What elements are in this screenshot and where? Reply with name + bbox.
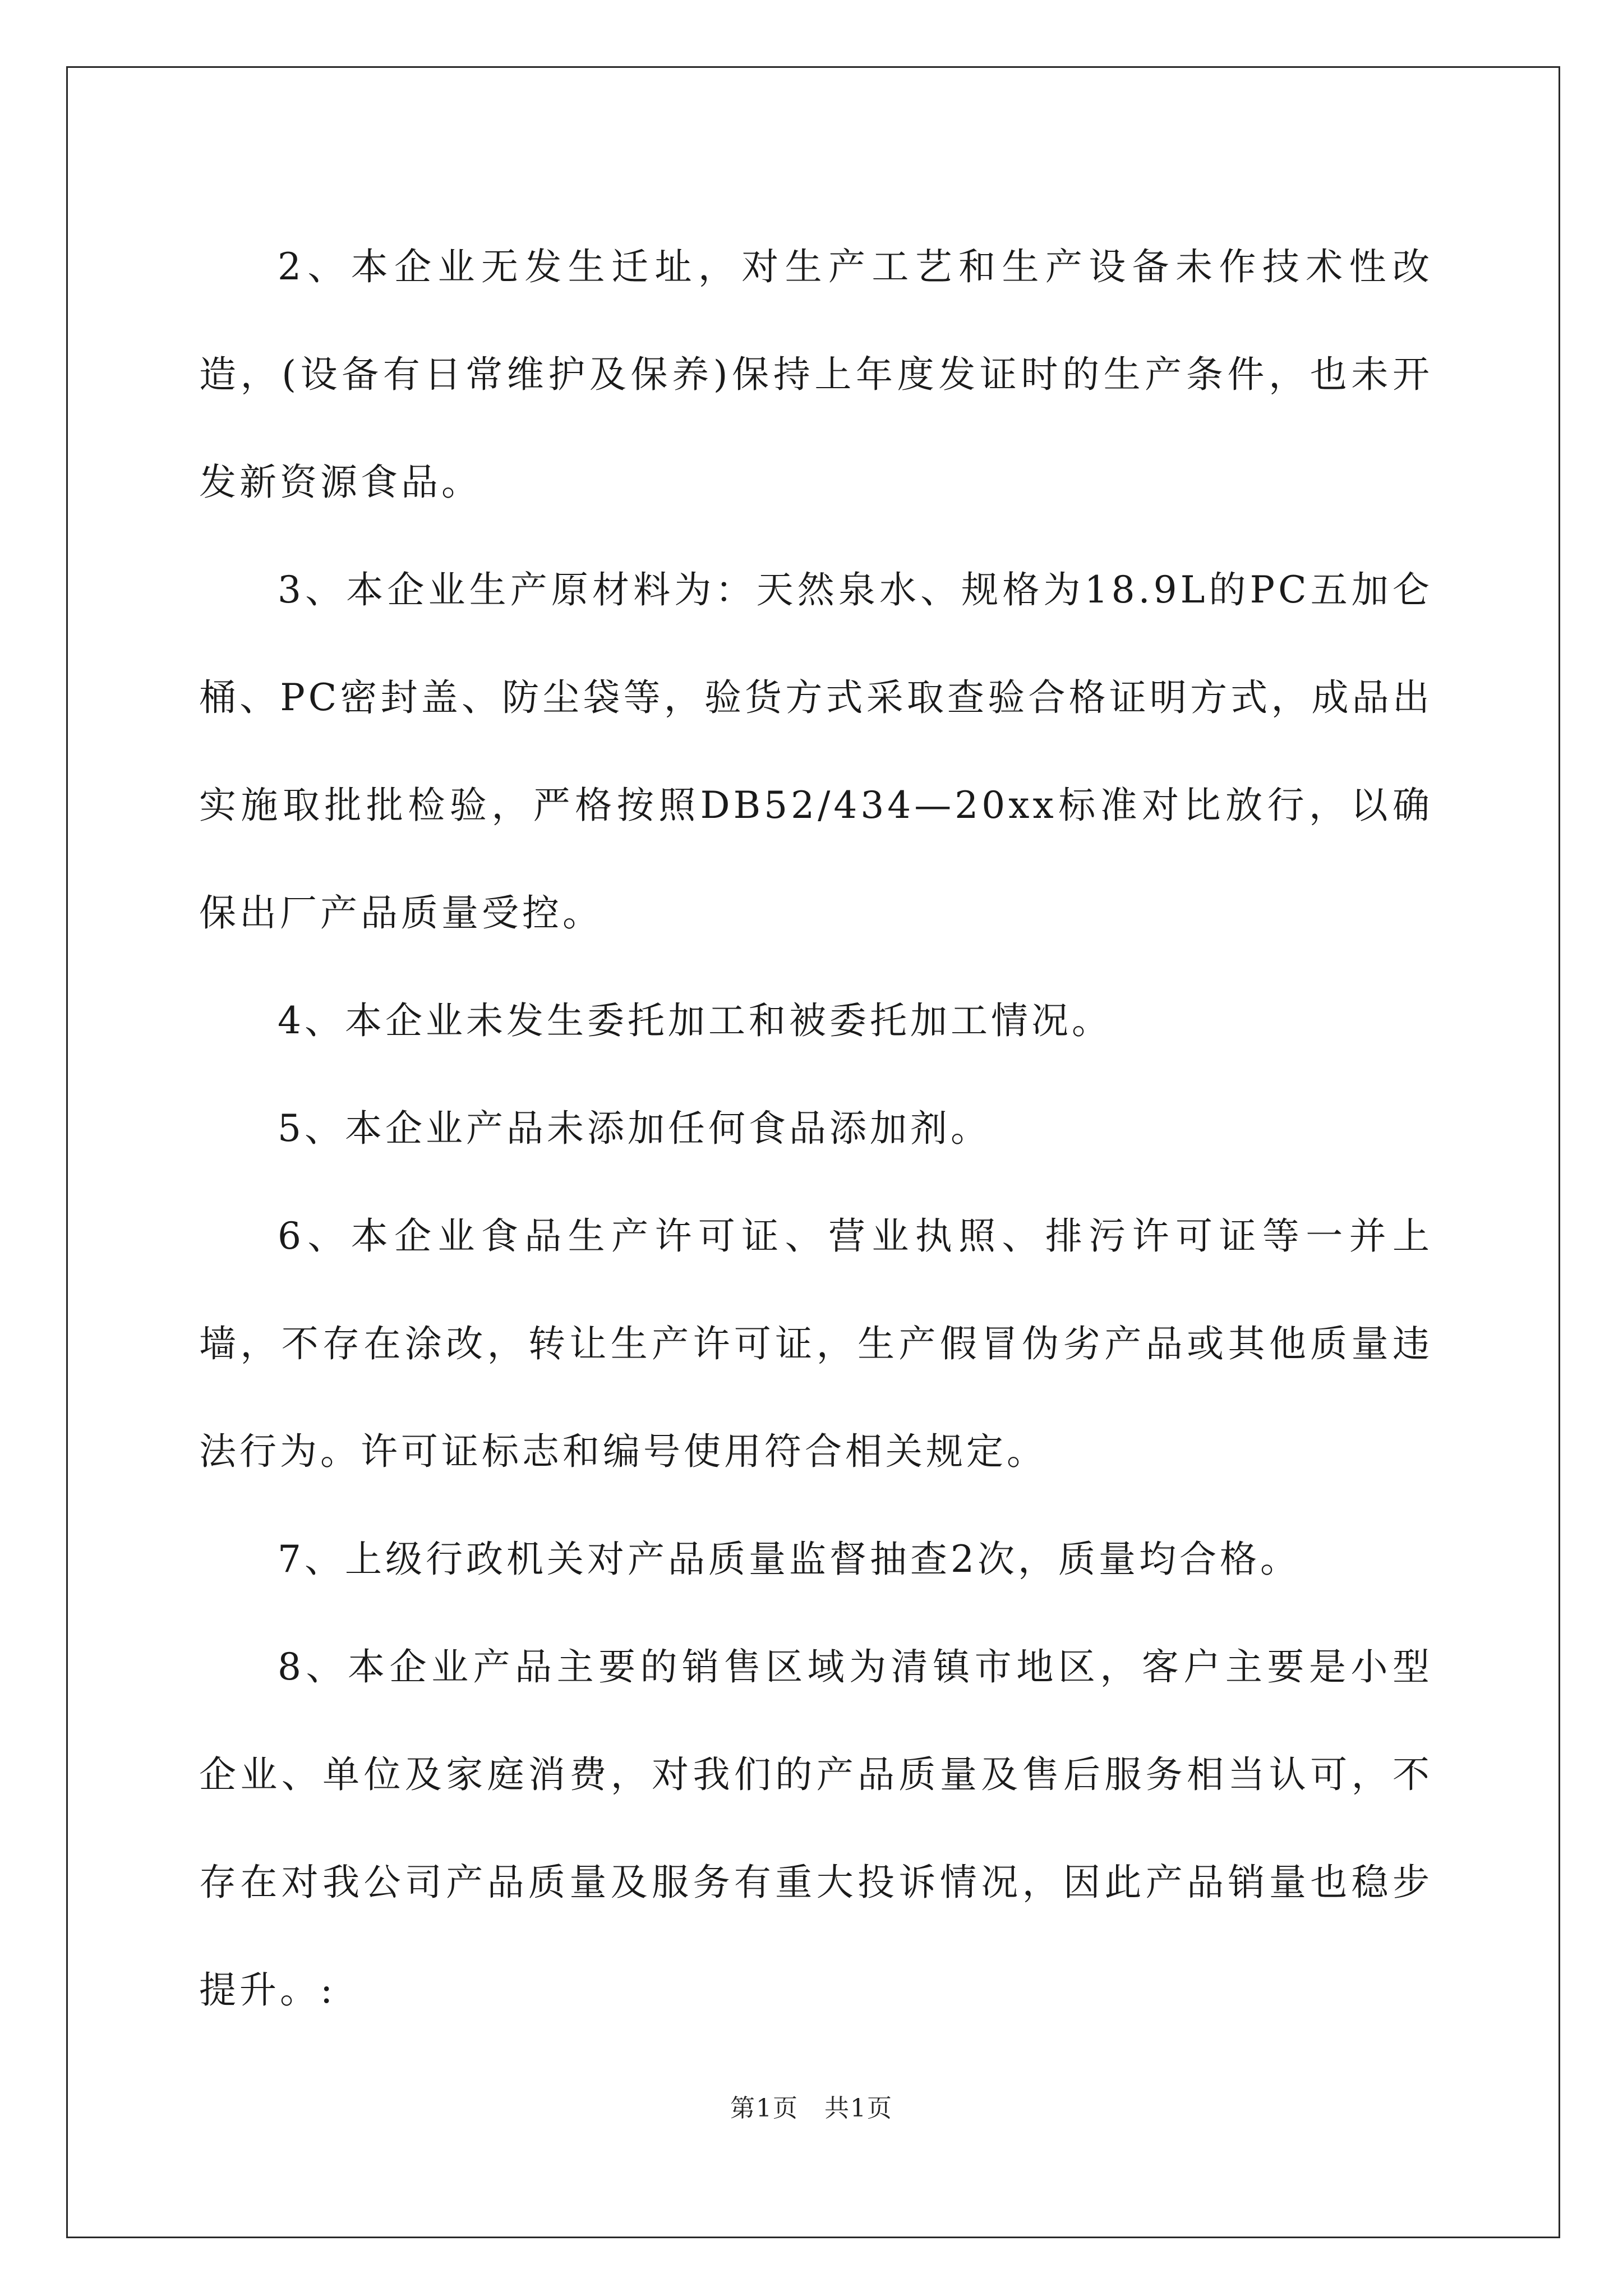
document-body [199, 213, 1433, 2044]
paragraph-item-7: 7、上级行政机关对产品质量监督抽查2次，质量均合格。 [278, 1538, 1301, 1581]
page-number-footer: 第1页 共1页 [730, 2094, 893, 2123]
paragraph-item-5: 5、本企业产品未添加任何食品添加剂。 [278, 1107, 991, 1150]
paragraph-item-2: 2、本企业无发生迁址，对生产工艺和生产设备未作技术性改造，(设备有日常维护及保养)保持上年度发证时的生产条件，也未开发新资源食品。 [199, 245, 1433, 504]
paragraph-item-8: 8、本企业产品主要的销售区域为清镇市地区，客户主要是小型企业、单位及家庭消费，对我们的产品质量及售后服务相当认可，不存在对我公司产品质量及服务有重大投诉情况，因此产品销量也稳步提升。: [199, 1645, 1433, 2012]
paragraph-item-6: 6、本企业食品生产许可证、营业执照、排污许可证等一并上墙，不存在涂改，转让生产许可证，生产假冒伪劣产品或其他质量违法行为。许可证标志和编号使用符合相关规定。 [199, 1214, 1433, 1473]
paragraph-item-3: 3、本企业生产原材料为：天然泉水、规格为18.9L的PC五加仑桶、PC密封盖、防尘袋等，验货方式采取查验合格证明方式，成品出实施取批批检验，严格按照DB52/434—20xx标准对比放行，以确保出厂产品质量受控。 [199, 568, 1433, 935]
paragraph-item-4: 4、本企业未发生委托加工和被委托加工情况。 [278, 999, 1112, 1042]
